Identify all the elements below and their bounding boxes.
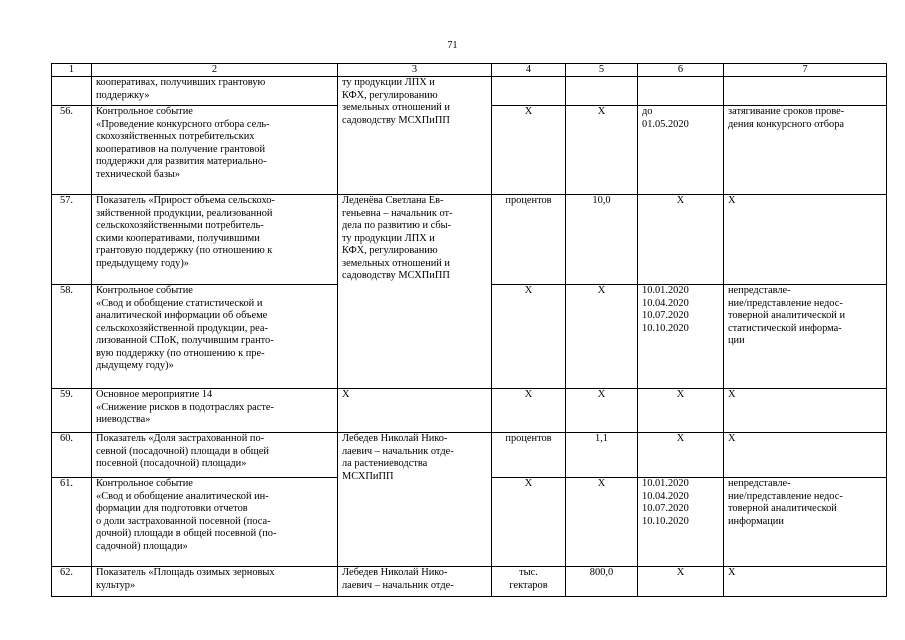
risk-cell: затягивание сроков прове- дения конкурсного отбора <box>724 106 887 195</box>
value-cell: X <box>566 106 638 195</box>
unit-cell: процентов <box>492 433 566 478</box>
unit-cell: X <box>492 478 566 567</box>
col-header-5: 5 <box>566 64 638 77</box>
date-cell: X <box>638 195 724 285</box>
risk-cell: X <box>724 195 887 285</box>
row-number: 60. <box>52 433 92 478</box>
risk-cell: непредставле- ние/представление недос- товерной аналитической информации <box>724 478 887 567</box>
row-description: Показатель «Прирост объема сельскохо- зяйственной продукции, реализованной сельскохозяйственными потребитель- скими кооперативами, получившими грантовую поддержку (по отношению к предыдущему году)» <box>92 195 338 285</box>
row-description: Показатель «Доля застрахованной по- севной (посадочной) площади в общей посевной (посадочной) площади» <box>92 433 338 478</box>
col-header-3: 3 <box>338 64 492 77</box>
table-row <box>52 195 887 285</box>
unit-cell <box>492 77 566 106</box>
risk-cell: X <box>724 433 887 478</box>
value-cell: 10,0 <box>566 195 638 285</box>
date-cell: до 01.05.2020 <box>638 106 724 195</box>
row-number: 61. <box>52 478 92 567</box>
col-header-4: 4 <box>492 64 566 77</box>
row-number: 57. <box>52 195 92 285</box>
row-number: 58. <box>52 285 92 389</box>
col-header-6: 6 <box>638 64 724 77</box>
date-cell: 10.01.2020 10.04.2020 10.07.2020 10.10.2020 <box>638 285 724 389</box>
value-cell: X <box>566 478 638 567</box>
value-cell: X <box>566 389 638 433</box>
responsible-cell: Леденёва Светлана Ев- геньевна – начальник от- дела по развитию и сбы- ту продукции ЛПХ и КФХ, регулированию земельных отношений и садоводству МСХПиПП <box>338 195 492 389</box>
unit-cell: X <box>492 389 566 433</box>
row-number: 56. <box>52 106 92 195</box>
risk-cell <box>724 77 887 106</box>
risk-cell: X <box>724 389 887 433</box>
col-header-1: 1 <box>52 64 92 77</box>
date-cell: X <box>638 433 724 478</box>
header-row <box>52 64 887 77</box>
date-cell: X <box>638 567 724 597</box>
row-description: кооперативах, получивших грантовую поддержку» <box>92 77 338 106</box>
row-description: Основное мероприятие 14 «Снижение рисков в подотраслях расте- ниеводства» <box>92 389 338 433</box>
unit-cell: процентов <box>492 195 566 285</box>
page-number: 71 <box>447 40 458 51</box>
table-row <box>52 567 887 597</box>
plan-table <box>51 63 887 597</box>
value-cell: 800,0 <box>566 567 638 597</box>
value-cell: X <box>566 285 638 389</box>
unit-cell: X <box>492 285 566 389</box>
row-description: Контрольное событие «Свод и обобщение статистической и аналитической информации об объеме сельскохозяйственной продукции, реа- лизованной СПоК, получившим гранто- вую поддержку (по отношению к пре- дыдущему году)» <box>92 285 338 389</box>
row-number: 62. <box>52 567 92 597</box>
date-cell <box>638 77 724 106</box>
row-number: 59. <box>52 389 92 433</box>
responsible-cell: ту продукции ЛПХ и КФХ, регулированию земельных отношений и садоводству МСХПиПП <box>338 77 492 195</box>
date-cell: 10.01.2020 10.04.2020 10.07.2020 10.10.2020 <box>638 478 724 567</box>
risk-cell: непредставле- ние/представление недос- товерной аналитической и статистической информа- ции <box>724 285 887 389</box>
col-header-2: 2 <box>92 64 338 77</box>
row-description: Показатель «Площадь озимых зерновых культур» <box>92 567 338 597</box>
responsible-cell: Лебедев Николай Нико- лаевич – начальник отде- ла растениеводства МСХПиПП <box>338 433 492 567</box>
date-cell: X <box>638 389 724 433</box>
value-cell: 1,1 <box>566 433 638 478</box>
row-description: Контрольное событие «Проведение конкурсного отбора сель- скохозяйственных потребительских кооперативов на получение грантовой поддержки для развития материально- технической базы» <box>92 106 338 195</box>
table-row <box>52 389 887 433</box>
table-row <box>52 77 887 106</box>
unit-cell: X <box>492 106 566 195</box>
responsible-cell: Лебедев Николай Нико- лаевич – начальник отде- <box>338 567 492 597</box>
row-description: Контрольное событие «Свод и обобщение аналитической ин- формации для подготовки отчетов о доли застрахованной посевной (поса- дочной) площади в общей посевной (по- садочной) площади» <box>92 478 338 567</box>
table-row <box>52 433 887 478</box>
responsible-cell: X <box>338 389 492 433</box>
col-header-7: 7 <box>724 64 887 77</box>
unit-cell: тыс. гектаров <box>492 567 566 597</box>
risk-cell: X <box>724 567 887 597</box>
value-cell <box>566 77 638 106</box>
row-number <box>52 77 92 106</box>
